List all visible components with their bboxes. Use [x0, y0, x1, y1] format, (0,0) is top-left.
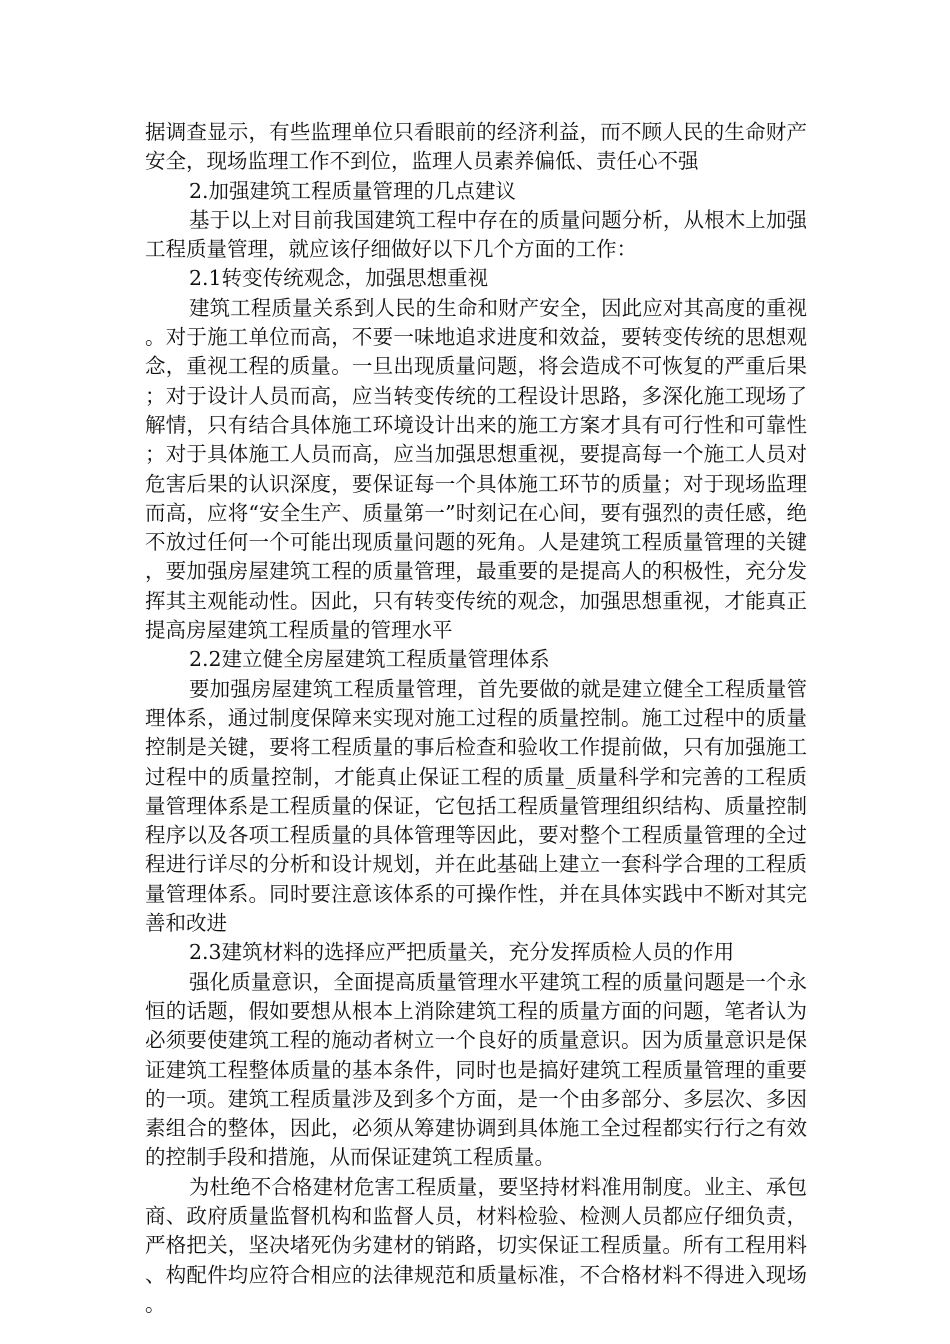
- document-page: [145, 118, 807, 1319]
- section-heading-2-1: 2.1转变传统观念，加强思想重视: [189, 266, 489, 291]
- section-heading-2: 2.加强建筑工程质量管理的几点建议: [189, 178, 517, 203]
- paragraph-2-1: 建筑工程质量关系到人民的生命和财产安全，因此应对其高度的重视。对于施工单位而高，不要一味地追求进度和效益，要转变传统的思想观念，重视工程的质量。一旦出现质量问题，将会造成不可恢复的严重后果；对于设计人员而高，应当转变传统的工程设计思路，多深化施工现场了解情，只有结合具体施工环境设计出来的施工方案才具有可行性和可靠性；对于具体施工人员而高，应当加强思想重视，要提高每一个施工人员对危害后果的认识深度，要保证每一个具体施工环节的质量；对于现场监理而高，应将“安全生产、质量第一”时刻记在心间，要有强烈的责任感，绝不放过任何一个可能出现质量问题的死角。人是建筑工程质量管理的关键，要加强房屋建筑工程的质量管理，最重要的是提高人的积极性，充分发挥其主观能动性。因此，只有转变传统的观念，加强思想重视，才能真正提高房屋建筑工程质量的管理水平: [145, 295, 807, 643]
- paragraph-2-2: 要加强房屋建筑工程质量管理，首先要做的就是建立健全工程质量管理体系，通过制度保障来实现对施工过程的质量控制。施工过程中的质量控制是关键，要将工程质量的事后检查和验收工作提前做，只有加强施工过程中的质量控制，才能真止保证工程的质量_质量科学和完善的工程质量管理体系是工程质量的保证，它包括工程质量管理组织结构、质量控制程序以及各项工程质量的具体管理等因此，要对整个工程质量管理的全过程进行详尽的分析和设计规划，并在此基础上建立一套科学合理的工程质量管理体系。同时要注意该体系的可操作性，并在具体实践中不断对其完善和改进: [145, 676, 807, 936]
- paragraph-intro: 基于以上对目前我国建筑工程中存在的质量问题分析，从根木上加强工程质量管理，就应该仔细做好以下几个方面的工作：: [145, 207, 807, 262]
- paragraph-2-3-b: 为杜绝不合格建材危害工程质量，要坚持材料准用制度。业主、承包商、政府质量监督机构和监督人员，材料检验、检测人员都应仔细负责，严格把关，坚决堵死伪劣建材的销路，切实保证工程质量。所有工程用料、构配件均应符合相应的法律规范和质量标准，不合格材料不得进入现场。: [145, 1174, 807, 1316]
- section-heading-2-2: 2.2建立健全房屋建筑工程质量管理体系: [189, 647, 550, 672]
- paragraph-monitoring-issues: 据调查显示，有些监理单位只看眼前的经济利益，而不顾人民的生命财产安全，现场监理工作不到位，监理人员素养偏低、责任心不强: [145, 120, 807, 174]
- section-heading-2-3: 2.3建筑材料的选择应严把质量关，充分发挥质检人员的作用: [189, 940, 735, 965]
- paragraph-2-3-a: 强化质量意识，全面提高质量管理水平建筑工程的质量问题是一个永恒的话题，假如要想从根本上消除建筑工程的质量方面的问题，笔者认为必须要使建筑工程的施动者树立一个良好的质量意识。因为质量意识是保证建筑工程整体质量的基本条件，同时也是搞好建筑工程质量管理的重要的一项。建筑工程质量涉及到多个方面，是一个由多部分、多层次、多因素组合的整体，因此，必须从筹建协调到具体施工全过程都实行行之有效的控制手段和措施，从而保证建筑工程质量。: [145, 969, 807, 1170]
